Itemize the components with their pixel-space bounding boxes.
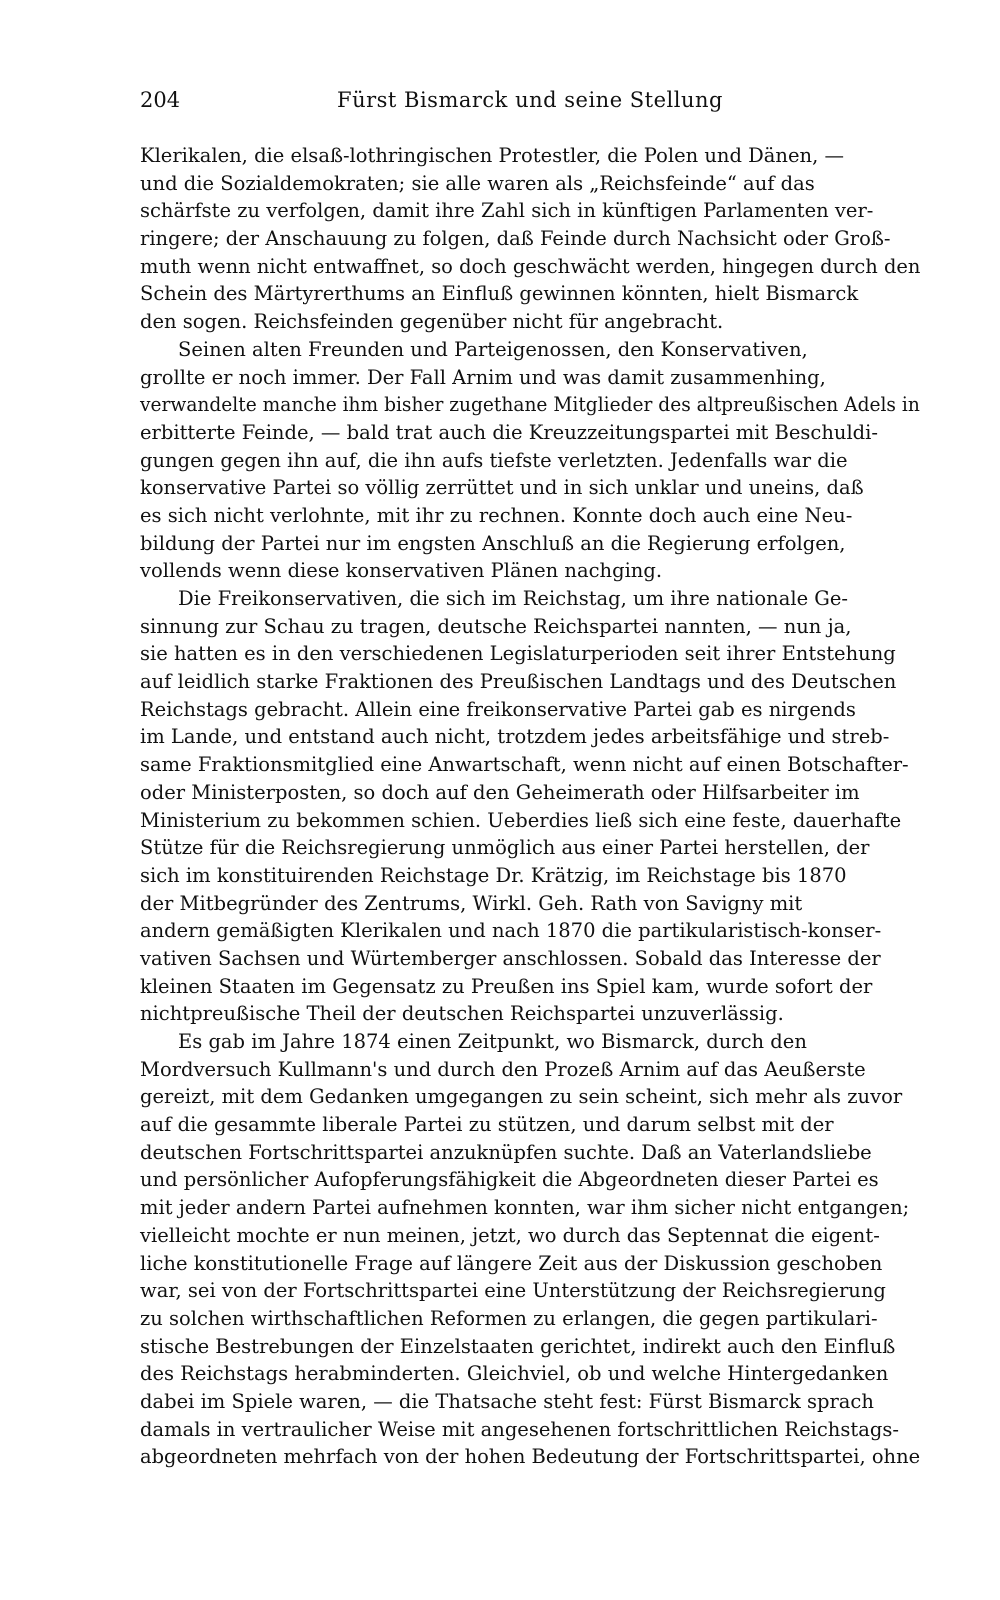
text-line: Seinen alten Freunden und Parteigenossen, den Konservativen,	[178, 337, 808, 361]
text-line: im Lande, und entstand auch nicht, trotzdem jedes arbeitsfähige und streb-	[140, 725, 890, 749]
text-line: liche konstitutionelle Frage auf längere Zeit aus der Diskussion geschoben	[140, 1251, 883, 1275]
text-line: dabei im Spiele waren, — die Thatsache steht fest: Fürst Bismarck sprach	[140, 1389, 874, 1413]
text-line: Klerikalen, die elsaß-lothringischen Protestler, die Polen und Dänen, —	[140, 144, 844, 167]
text-line: konservative Partei so völlig zerrüttet und in sich unklar und uneins, daß	[140, 476, 864, 500]
text-line: damals in vertraulicher Weise mit angesehenen fortschrittlichen Reichstags-	[140, 1417, 899, 1441]
text-line: bildung der Partei nur im engsten Anschluß an die Regierung erfolgen,	[140, 531, 846, 555]
text-line: und die Sozialdemokraten; sie alle waren als „Reichsfeinde“ auf das	[140, 171, 815, 195]
text-line: Ministerium zu bekommen schien. Ueberdies ließ sich eine feste, dauerhafte	[140, 808, 902, 832]
text-line: Mordversuch Kullmann's und durch den Prozeß Arnim auf das Aeußerste	[140, 1057, 866, 1081]
text-line: Es gab im Jahre 1874 einen Zeitpunkt, wo Bismarck, durch den	[178, 1030, 807, 1053]
text-line: Reichstags gebracht. Allein eine freikonservative Partei gab es nirgends	[140, 697, 856, 721]
text-line: vielleicht mochte er nun meinen, jetzt, wo durch das Septennat die eigent-	[140, 1223, 880, 1247]
text-line: sich im konstituirenden Reichstage Dr. Krätzig, im Reichstage bis 1870	[140, 863, 847, 887]
text-line: oder Ministerposten, so doch auf den Geheimerath oder Hilfsarbeiter im	[140, 780, 860, 804]
text-line: schärfste zu verfolgen, damit ihre Zahl sich in künftigen Parlamenten ver-	[140, 199, 874, 223]
text-line: kleinen Staaten im Gegensatz zu Preußen ins Spiel kam, wurde sofort der	[140, 974, 873, 998]
text-line: Schein des Märtyrerthums an Einfluß gewinnen könnten, hielt Bismarck	[140, 282, 859, 306]
text-line: grollte er noch immer. Der Fall Arnim und was damit zusammenhing,	[140, 365, 826, 389]
text-line: der Mitbegründer des Zentrums, Wirkl. Geh. Rath von Savigny mit	[140, 891, 803, 915]
text-line: stische Bestrebungen der Einzelstaaten gerichtet, indirekt auch den Einfluß	[140, 1334, 896, 1358]
text-line: erbitterte Feinde, — bald trat auch die Kreuzzeitungspartei mit Beschuldi-	[140, 420, 878, 444]
text-line: gungen gegen ihn auf, die ihn aufs tiefste verletzten. Jedenfalls war die	[140, 448, 848, 472]
text-line: Die Freikonservativen, die sich im Reichstag, um ihre nationale Ge-	[178, 587, 849, 610]
text-line: des Reichstags herabminderten. Gleichviel, ob und welche Hintergedanken	[140, 1362, 889, 1386]
text-line: vativen Sachsen und Würtemberger anschlossen. Sobald das Interesse der	[140, 946, 881, 970]
text-line: deutschen Fortschrittspartei anzuknüpfen suchte. Daß an Vaterlandsliebe	[140, 1140, 872, 1164]
text-line: auf die gesammte liberale Partei zu stützen, und darum selbst mit der	[140, 1113, 834, 1137]
text-line: abgeordneten mehrfach von der hohen Bedeutung der Fortschrittspartei, ohne	[140, 1445, 921, 1469]
text-line: muth wenn nicht entwaffnet, so doch geschwächt werden, hingegen durch den	[140, 254, 921, 278]
text-line: es sich nicht verlohnte, mit ihr zu rechnen. Konnte doch auch eine Neu-	[140, 503, 853, 527]
text-line: Stütze für die Reichsregierung unmöglich aus einer Partei herstellen, der	[140, 836, 870, 860]
text-line: gereizt, mit dem Gedanken umgegangen zu sein scheint, sich mehr als zuvor	[140, 1085, 903, 1109]
text-line: mit jeder andern Partei aufnehmen konnten, war ihm sicher nicht entgangen;	[140, 1196, 910, 1220]
text-line: verwandelte manche ihm bisher zugethane Mitglieder des altpreußischen Adels in	[140, 393, 920, 417]
text-line: zu solchen wirthschaftlichen Reformen zu erlangen, die gegen partikulari-	[140, 1306, 878, 1330]
text-line: same Fraktionsmitglied eine Anwartschaft, wenn nicht auf einen Botschafter-	[140, 753, 909, 777]
text-line: sie hatten es in den verschiedenen Legislaturperioden seit ihrer Entstehung	[140, 642, 896, 666]
text-line: sinnung zur Schau zu tragen, deutsche Reichspartei nannten, — nun ja,	[140, 614, 852, 638]
running-title: Fürst Bismarck und seine Stellung	[337, 88, 723, 112]
text-line: und persönlicher Aufopferungsfähigkeit die Abgeordneten dieser Partei es	[140, 1168, 879, 1192]
body-text	[140, 142, 920, 1471]
text-line: vollends wenn diese konservativen Plänen nachging.	[140, 559, 663, 583]
text-line: den sogen. Reichsfeinden gegenüber nicht für angebracht.	[140, 310, 724, 334]
text-line: war, sei von der Fortschrittspartei eine Unterstützung der Reichsregierung	[140, 1279, 886, 1303]
page-number: 204	[140, 88, 181, 112]
text-line: andern gemäßigten Klerikalen und nach 1870 die partikularistisch-konser-	[140, 919, 882, 943]
text-line: nichtpreußische Theil der deutschen Reichspartei unzuverlässig.	[140, 1002, 784, 1026]
text-line: auf leidlich starke Fraktionen des Preußischen Landtags und des Deutschen	[140, 670, 897, 694]
page-header	[140, 88, 920, 122]
text-line: ringere; der Anschauung zu folgen, daß Feinde durch Nachsicht oder Groß-	[140, 227, 891, 251]
